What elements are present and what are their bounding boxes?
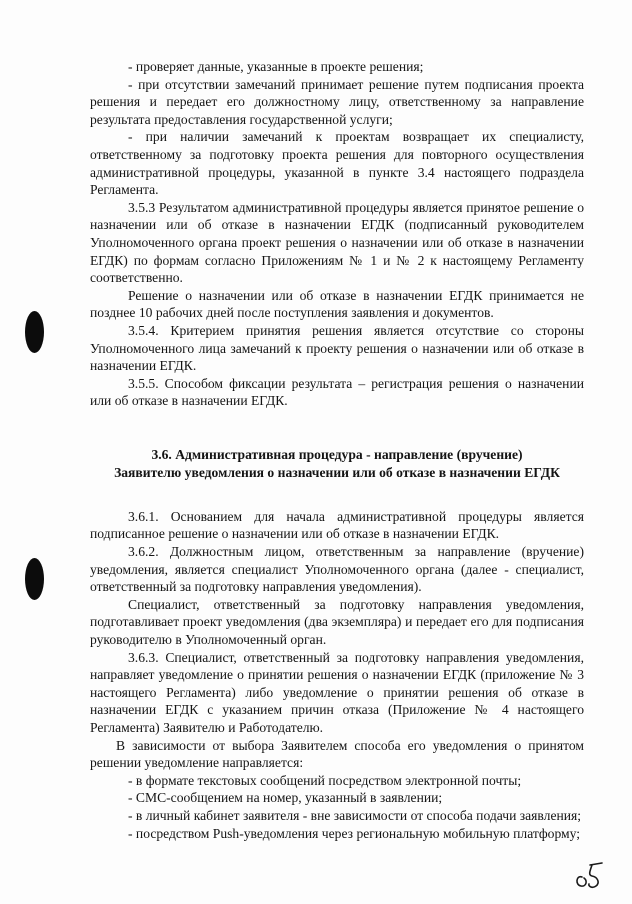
paragraph: 3.5.5. Способом фиксации результата – регистрация решения о назначении или об отказе в назначении ЕГДК. bbox=[90, 375, 584, 409]
paragraph: В зависимости от выбора Заявителем способа его уведомления о принятом решении уведомление направляется: bbox=[90, 737, 584, 771]
document-body bbox=[90, 58, 584, 842]
paragraph: - в личный кабинет заявителя - вне зависимости от способа подачи заявления; bbox=[128, 807, 582, 823]
paragraph: Решение о назначении или об отказе в назначении ЕГДК принимается не позднее 10 рабочих дней после поступления заявления и документов. bbox=[90, 287, 584, 321]
spacer bbox=[90, 410, 584, 446]
section-heading-line: Заявителю уведомления о назначении или об отказе в назначении ЕГДК bbox=[114, 464, 560, 480]
binder-hole-mark bbox=[25, 558, 44, 600]
section-heading bbox=[90, 446, 584, 482]
paragraph: - посредством Push-уведомления через региональную мобильную платформу; bbox=[128, 825, 581, 841]
binder-hole-mark bbox=[25, 311, 44, 353]
paragraph: - СМС-сообщением на номер, указанный в заявлении; bbox=[128, 790, 443, 806]
section-heading-line: 3.6. Административная процедура - направление (вручение) bbox=[151, 446, 523, 462]
handwritten-page-number-icon bbox=[572, 857, 616, 891]
section-3-5-text bbox=[90, 58, 584, 410]
paragraph: 3.5.3 Результатом административной процедуры является принятое решение о назначении или об отказе в назначении ЕГДК (подписанный руководителем Уполномоченного органа проект решения о назначении или об отказе в назначении ЕГДК) по формам согласно Приложениям № 1 и № 2 к настоящему Регламенту соответственно. bbox=[90, 199, 584, 286]
spacer bbox=[90, 482, 584, 508]
paragraph: - при отсутствии замечаний принимает решение путем подписания проекта решения и передает его должностному лицу, ответственному за направление результата предоставления государственной услуги; bbox=[90, 76, 584, 127]
paragraph: 3.6.1. Основанием для начала административной процедуры является подписанное решение о назначении или об отказе в назначении ЕГДК. bbox=[90, 508, 584, 542]
paragraph: 3.6.2. Должностным лицом, ответственным за направление (вручение) уведомления, является специалист Уполномоченного органа (далее - специалист, ответственный за подготовку направления уведомления). bbox=[90, 544, 584, 595]
section-3-6-text bbox=[90, 508, 584, 842]
paragraph: 3.6.3. Специалист, ответственный за подготовку направления уведомления, направляет уведомление о принятии решения о назначении ЕГДК (приложение № 3 настоящего Регламента) либо уведомление о принятии решения об отказе в назначении ЕГДК с указанием причин отказа (Приложение № 4 настоящего Регламента) Заявителю и Работодателю. bbox=[90, 649, 584, 735]
paragraph: Специалист, ответственный за подготовку направления уведомления, подготавливает проект уведомления (два экземпляра) и передает его для подписания руководителю в Уполномоченный орган. bbox=[90, 596, 584, 648]
paragraph: - при наличии замечаний к проектам возвращает их специалисту, ответственному за подготовку проекта решения для повторного осуществления административной процедуры, указанной в пункте 3.4 настоящего подраздела Регламента. bbox=[90, 129, 584, 198]
paragraph: - в формате текстовых сообщений посредством электронной почты; bbox=[128, 772, 522, 788]
paragraph: 3.5.4. Критерием принятия решения является отсутствие со стороны Уполномоченного лица замечаний к проекту решения о назначении или об отказе в назначении ЕГДК. bbox=[90, 322, 584, 374]
paragraph: - проверяет данные, указанные в проекте решения; bbox=[128, 59, 424, 74]
